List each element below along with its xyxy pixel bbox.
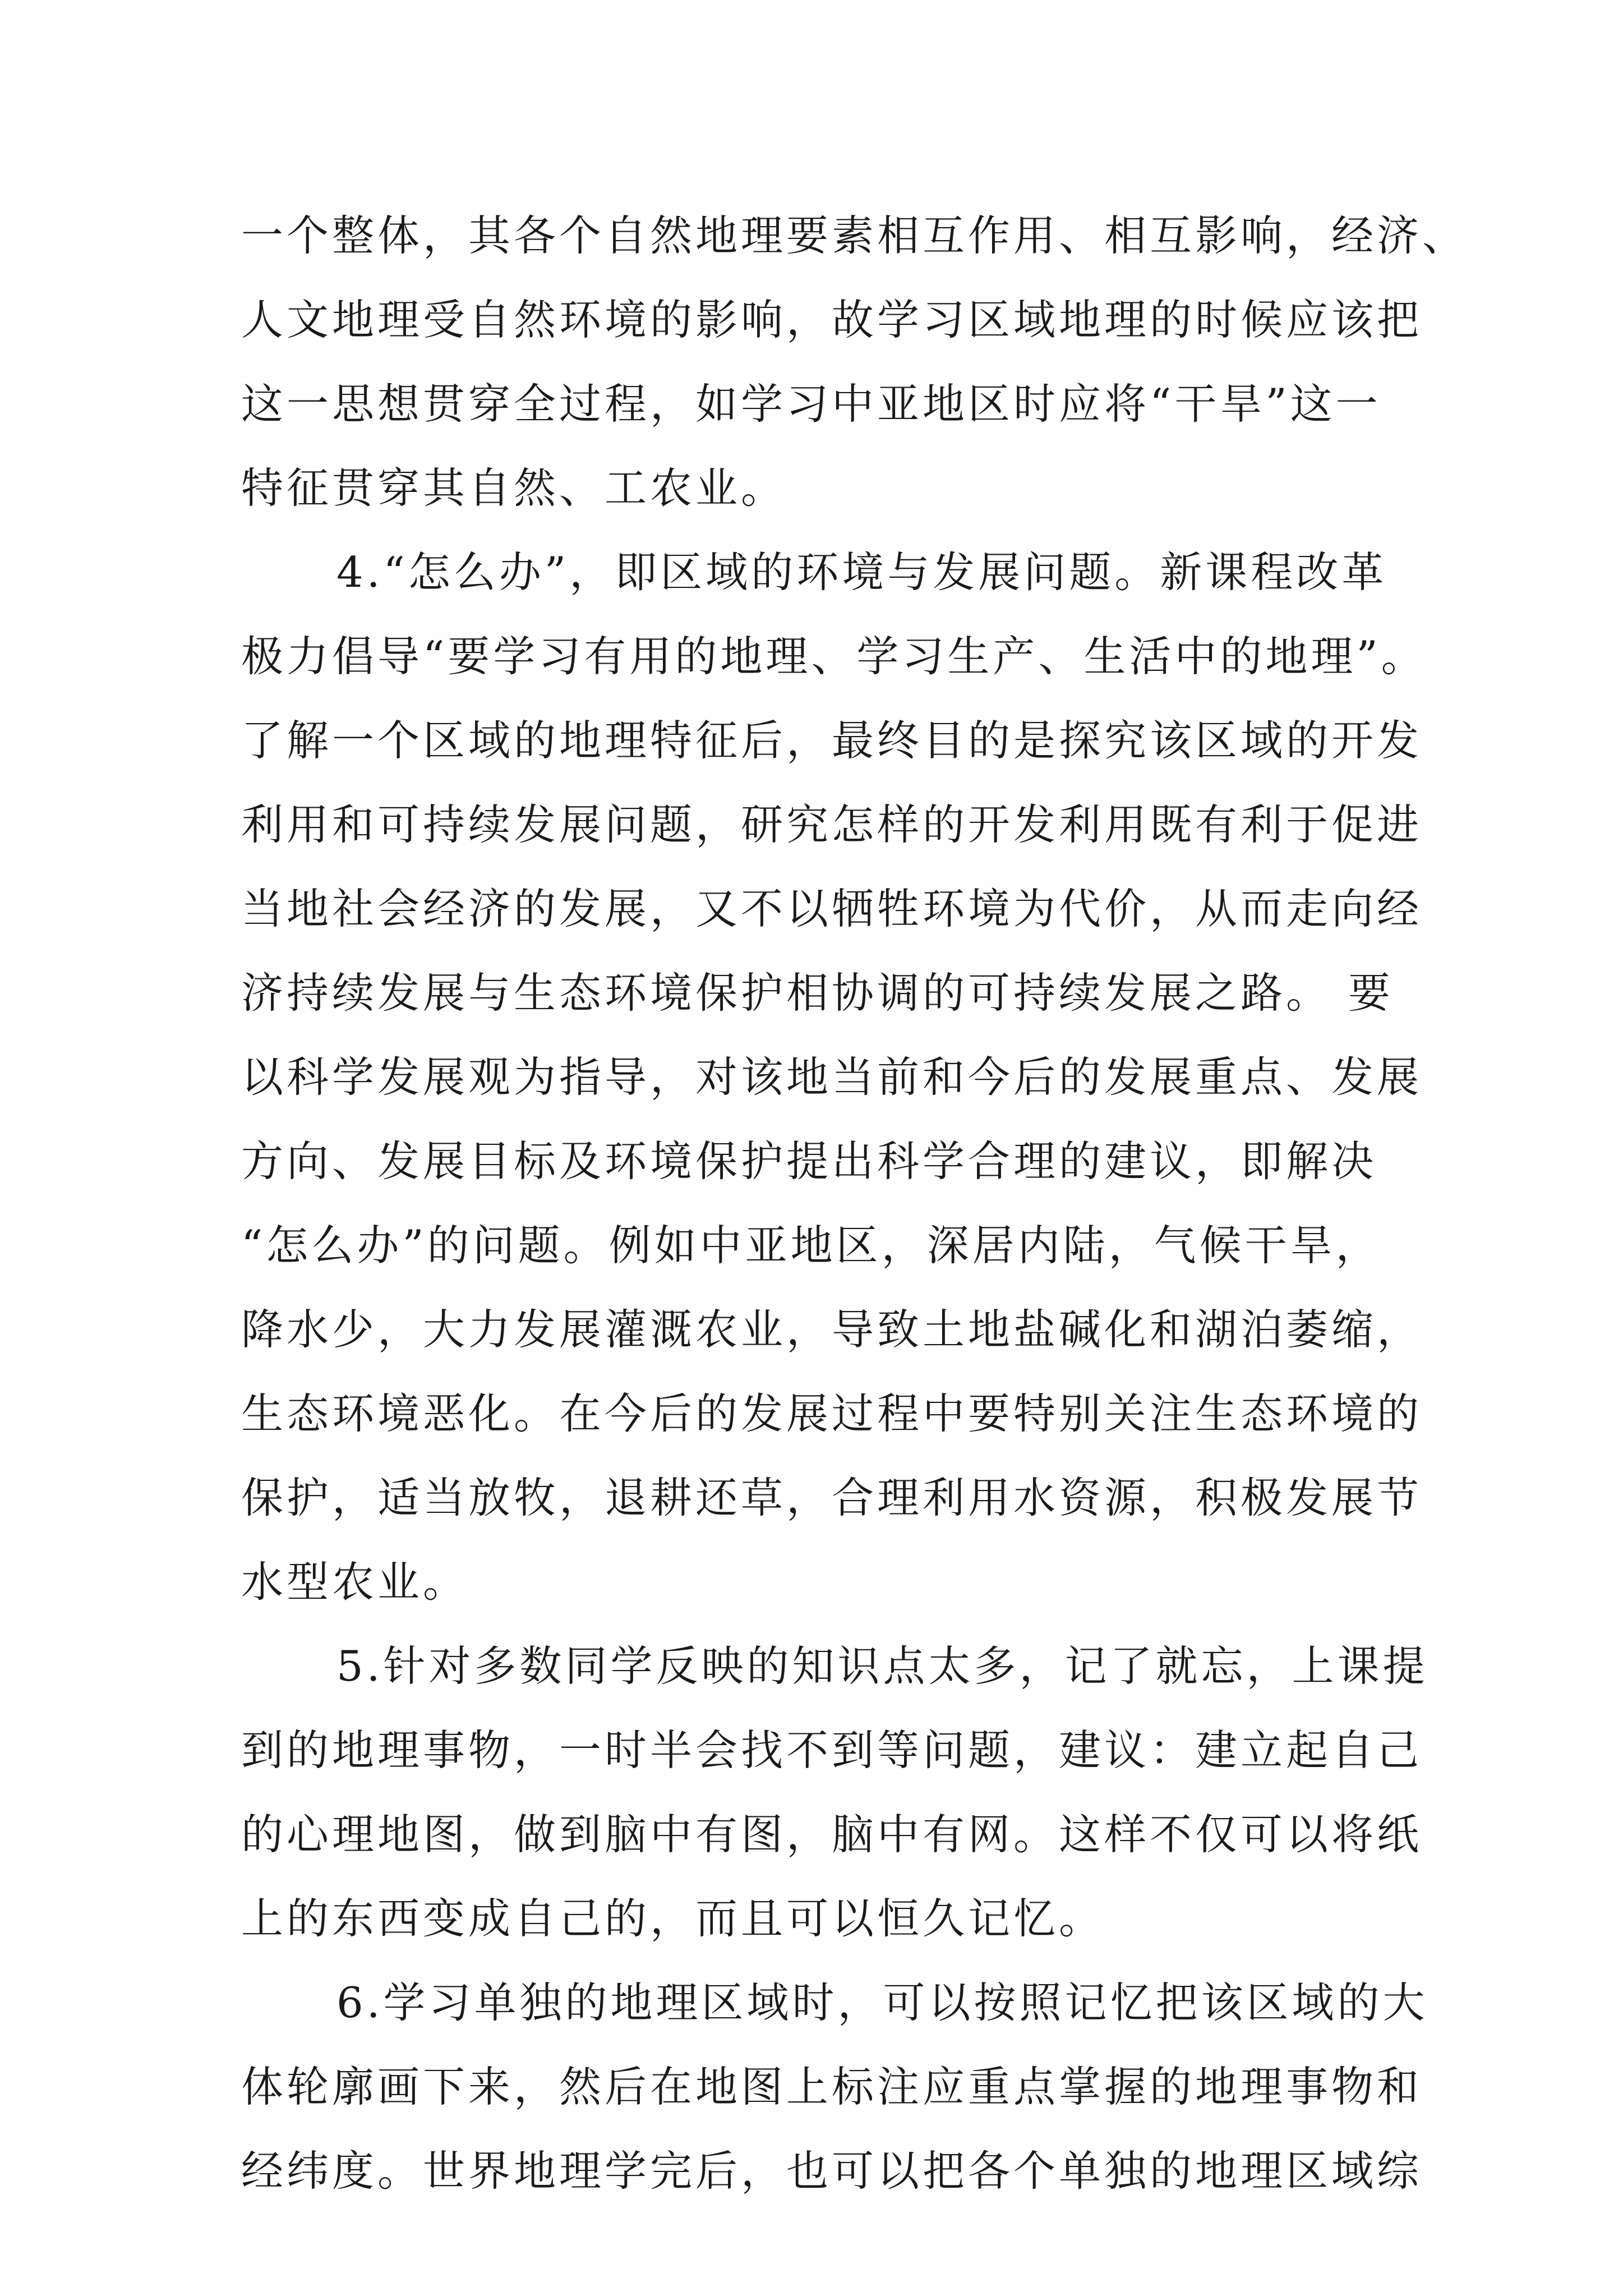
paragraph-6-first-line: 6.学习单独的地理区域时，可以按照记忆把该区域的大 <box>336 1978 1428 2027</box>
text-line: 以科学发展观为指导，对该地当前和今后的发展重点、发展 <box>241 1052 1423 1102</box>
text-line: “怎么办”的问题。例如中亚地区，深居内陆，气候干旱， <box>241 1221 1381 1270</box>
paragraph-5-first-line: 5.针对多数同学反映的知识点太多，记了就忘，上课提 <box>336 1641 1428 1691</box>
text-line: 极力倡导“要学习有用的地理、学习生产、生活中的地理”。 <box>241 632 1427 681</box>
text-line: 济持续发展与生态环境保护相协调的可持续发展之路。 要 <box>241 968 1394 1018</box>
text-line: 利用和可持续发展问题，研究怎样的开发利用既有利于促进 <box>241 800 1423 849</box>
text-line: 特征贯穿其自然、工农业。 <box>241 463 787 513</box>
text-line: 体轮廓画下来，然后在地图上标注应重点掌握的地理事物和 <box>241 2062 1423 2111</box>
text-line: 水型农业。 <box>241 1557 469 1607</box>
text-line: 了解一个区域的地理特征后，最终目的是探究该区域的开发 <box>241 716 1423 765</box>
text-line: 经纬度。世界地理学完后，也可以把各个单独的地理区域综 <box>241 2146 1423 2196</box>
text-line: 一个整体，其各个自然地理要素相互作用、相互影响，经济、 <box>241 211 1468 260</box>
text-line: 方向、发展目标及环境保护提出科学合理的建议，即解决 <box>241 1137 1377 1186</box>
text-line: 生态环境恶化。在今后的发展过程中要特别关注生态环境的 <box>241 1389 1423 1438</box>
text-line: 保护，适当放牧，退耕还草，合理利用水资源，积极发展节 <box>241 1473 1423 1522</box>
paragraph-4-first-line: 4.“怎么办”，即区域的环境与发展问题。新课程改革 <box>336 547 1387 597</box>
text-line: 的心理地图，做到脑中有图，脑中有网。这样不仅可以将纸 <box>241 1810 1423 1859</box>
text-line: 上的东西变成自己的，而且可以恒久记忆。 <box>241 1894 1105 1943</box>
document-body <box>241 194 1468 2213</box>
text-line: 人文地理受自然环境的影响，故学习区域地理的时候应该把 <box>241 295 1423 344</box>
text-line: 这一思想贯穿全过程，如学习中亚地区时应将“干旱”这一 <box>241 379 1381 429</box>
text-line: 当地社会经济的发展，又不以牺牲环境为代价，从而走向经 <box>241 884 1423 933</box>
text-line: 到的地理事物，一时半会找不到等问题，建议：建立起自己 <box>241 1726 1423 1775</box>
text-line: 降水少，大力发展灌溉农业，导致土地盐碱化和湖泊萎缩， <box>241 1305 1423 1354</box>
